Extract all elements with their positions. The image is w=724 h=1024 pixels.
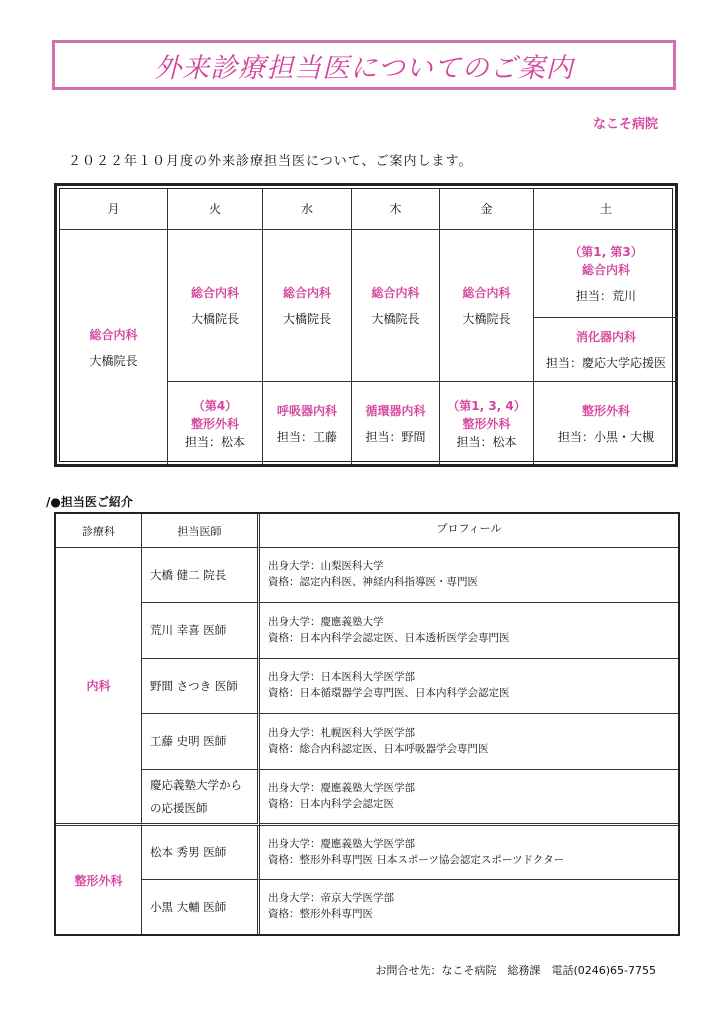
profile-table (54, 512, 680, 936)
doctor-profile (260, 548, 678, 603)
mon-dept: 総合内科 (89, 327, 138, 342)
tue-bottom-slot (168, 382, 263, 465)
thu-bottom-dept: 循環器内科 (365, 403, 426, 418)
fri-top-slot (440, 230, 534, 382)
doctor-profile (260, 659, 678, 714)
profile-quals: 資格：総合内科認定医、日本呼吸器学会専門医 (268, 742, 489, 755)
sat-b-doctor: 担当：慶応大学応援医 (545, 355, 666, 370)
doctor-intro-heading (46, 493, 133, 510)
doctor-profile (260, 826, 678, 880)
hospital-name: なこそ病院 (592, 117, 658, 132)
doctor-name (142, 770, 260, 826)
profile-school: 出身大学：慶應義塾大学 (268, 615, 384, 628)
header-doctor: 担当医師 (142, 514, 260, 548)
wed-top-doctor: 大橋院長 (282, 311, 331, 326)
sat-b-dept: 消化器内科 (575, 329, 636, 344)
sat-bottom-slot (534, 382, 678, 465)
fri-top-dept: 総合内科 (462, 285, 511, 300)
profile-school: 出身大学：慶應義塾大学医学部 (268, 781, 415, 794)
doctor-name: 荒川 幸喜 医師 (142, 603, 260, 659)
thu-bottom-slot (352, 382, 440, 465)
doctor-profile (260, 880, 678, 934)
profile-quals: 資格：日本内科学会認定医、日本透析医学会専門医 (268, 631, 510, 644)
sat-a-dept: 総合内科 (581, 262, 630, 277)
tue-top-doctor: 大橋院長 (190, 311, 239, 326)
day-header-mon: 月 (60, 189, 168, 230)
page-title: 外来診療担当医についてのご案内 (154, 52, 574, 84)
wed-top-dept: 総合内科 (282, 285, 331, 300)
thu-top-slot (352, 230, 440, 382)
dept-seikei: 整形外科 (56, 826, 142, 934)
day-header-thu: 木 (352, 189, 440, 230)
thu-top-doctor: 大橋院長 (371, 311, 420, 326)
doctor-profile (260, 603, 678, 659)
wed-bottom-slot (263, 382, 352, 465)
fri-bottom-week: （第1, 3, 4） (447, 398, 526, 413)
doctor-profile (260, 714, 678, 770)
doctor-profile (260, 770, 678, 826)
fri-top-doctor: 大橋院長 (462, 311, 511, 326)
doctor-name: 野間 さつき 医師 (142, 659, 260, 714)
sat-a-doctor: 担当：荒川 (575, 288, 636, 303)
dept-naika: 内科 (56, 548, 142, 826)
tue-bottom-week: （第4） (192, 398, 238, 413)
day-header-tue: 火 (168, 189, 263, 230)
tue-bottom-doctor: 担当：松本 (184, 434, 245, 449)
profile-school: 出身大学：札幌医科大学医学部 (268, 726, 415, 739)
day-header-wed: 水 (263, 189, 352, 230)
day-header-sat: 土 (534, 189, 678, 230)
fri-bottom-slot (440, 382, 534, 465)
profile-quals: 資格：日本循環器学会専門医、日本内科学会認定医 (268, 687, 510, 699)
profile-quals: 資格：整形外科専門医 (268, 908, 373, 920)
profile-school: 出身大学：慶應義塾大学医学部 (268, 837, 415, 850)
doctor-name: 大橋 健二 院長 (142, 548, 260, 603)
profile-school: 出身大学：帝京大学医学部 (268, 892, 394, 905)
fri-bottom-doctor: 担当：松本 (456, 434, 517, 449)
profile-school: 出身大学：山梨医科大学 (268, 560, 384, 573)
sat-slot-b (534, 318, 678, 382)
contact-footer: お問合せ先：なこそ病院 総務課 電話(0246)65-7755 (375, 964, 656, 977)
tue-bottom-dept: 整形外科 (190, 416, 239, 431)
sat-slot-a (534, 230, 678, 318)
profile-quals: 資格：日本内科学会認定医 (268, 797, 394, 810)
profile-quals: 資格：整形外科専門医 日本スポーツ協会認定スポーツドクター (268, 853, 565, 866)
doctor-name: 松本 秀男 医師 (142, 826, 260, 880)
tue-top-dept: 総合内科 (190, 285, 239, 300)
mon-doctor: 大橋院長 (89, 353, 138, 368)
sat-bottom-doctor: 担当：小黒・大槻 (557, 429, 654, 444)
tue-top-slot (168, 230, 263, 382)
wed-bottom-dept: 呼吸器内科 (276, 403, 337, 418)
doctor-name-line1: 慶応義塾大学から (150, 777, 242, 792)
header-profile: プロフィール (260, 514, 678, 548)
schedule-table (54, 183, 678, 467)
wed-top-slot (263, 230, 352, 382)
schedule-grid (59, 188, 673, 462)
sat-bottom-dept: 整形外科 (581, 403, 630, 418)
thu-bottom-doctor: 担当：野間 (365, 429, 426, 444)
doctor-name: 工藤 史明 医師 (142, 714, 260, 770)
doctor-name: 小黒 大輔 医師 (142, 880, 260, 934)
wed-bottom-doctor: 担当：工藤 (276, 429, 337, 444)
sat-a-week: （第1, 第3） (569, 244, 643, 259)
profile-quals: 資格：認定内科医、神経内科指導医・専門医 (268, 576, 478, 588)
mon-slot (60, 230, 168, 465)
thu-top-dept: 総合内科 (371, 285, 420, 300)
day-header-fri: 金 (440, 189, 534, 230)
slash-mark: / (46, 495, 51, 509)
fri-bottom-dept: 整形外科 (462, 416, 511, 431)
intro-text: ２０２２年１０月度の外来診療担当医について、ご案内します。 (68, 154, 473, 169)
header-dept: 診療科 (56, 514, 142, 548)
doctor-name-line2: の応援医師 (150, 800, 208, 815)
title-box (52, 40, 676, 90)
profile-school: 出身大学：日本医科大学医学部 (268, 671, 415, 684)
section-title: ●担当医ご紹介 (50, 495, 133, 509)
